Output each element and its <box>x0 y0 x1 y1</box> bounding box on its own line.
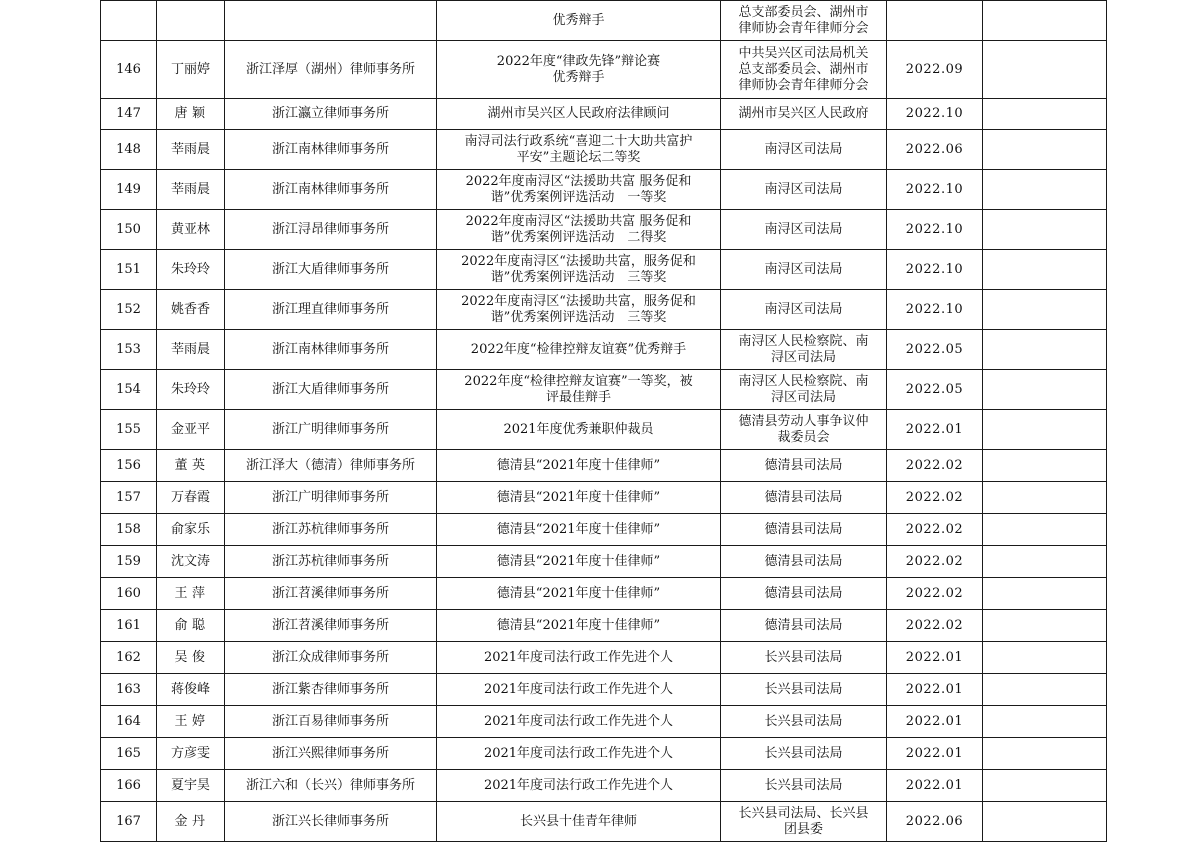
issuing-body-cell <box>721 210 887 250</box>
award-date-cell: 2022.02 <box>887 514 983 546</box>
issuing-body-cell-line: 湖州市吴兴区人民政府 <box>738 106 869 121</box>
lawyer-name-cell: 方彦雯 <box>157 738 225 770</box>
award-title-cell <box>437 642 721 674</box>
lawyer-name-cell: 金丹 <box>157 802 225 842</box>
law-firm-cell: 浙江兴长律师事务所 <box>225 802 437 842</box>
lawyer-name-cell: 夏宇昊 <box>157 770 225 802</box>
issuing-body-cell-line: 德清县司法局 <box>764 553 843 569</box>
issuing-body-cell <box>721 642 887 674</box>
issuing-body-cell-line: 团县委 <box>783 821 823 837</box>
law-firm-cell: 浙江百易律师事务所 <box>225 706 437 738</box>
award-title-cell-line: 2021年度司法行政工作先进个人 <box>483 745 674 761</box>
award-date-cell: 2022.01 <box>887 642 983 674</box>
award-title-cell-line: 德清县“2021年度十佳律师” <box>496 521 661 537</box>
table-row <box>101 802 1107 842</box>
remarks-cell <box>983 1 1107 41</box>
row-number-cell: 146 <box>101 41 157 99</box>
table-row <box>101 482 1107 514</box>
award-title-cell-line: 德清县“2021年度十佳律师” <box>496 553 661 569</box>
award-title-cell <box>437 450 721 482</box>
issuing-body-cell-line: 长兴县司法局 <box>764 745 843 761</box>
award-date-cell: 2022.10 <box>887 250 983 290</box>
remarks-cell <box>983 410 1107 450</box>
remarks-cell <box>983 578 1107 610</box>
award-title-cell-line: 2022年度南浔区“法援助共富 服务促和 <box>465 173 692 189</box>
award-title-cell-line: 长兴县十佳青年律师 <box>519 813 637 829</box>
row-number-cell: 161 <box>101 610 157 642</box>
award-title-cell-line: 2022年度“检律控辩友谊赛”优秀辩手 <box>470 341 687 357</box>
award-date-cell: 2022.02 <box>887 482 983 514</box>
remarks-cell <box>983 330 1107 370</box>
remarks-cell <box>983 210 1107 250</box>
issuing-body-cell <box>721 250 887 290</box>
table-row <box>101 370 1107 410</box>
issuing-body-cell-line: 德清县司法局 <box>764 521 843 537</box>
award-date-cell: 2022.10 <box>887 290 983 330</box>
award-title-cell <box>437 674 721 706</box>
table-row <box>101 130 1107 170</box>
issuing-body-cell <box>721 706 887 738</box>
issuing-body-cell-line: 长兴县司法局 <box>764 681 843 697</box>
remarks-cell <box>983 170 1107 210</box>
law-firm-cell: 浙江紫杏律师事务所 <box>225 674 437 706</box>
issuing-body-cell-line: 德清县劳动人事争议仲 <box>738 413 869 429</box>
table-row <box>101 99 1107 130</box>
award-title-cell-line: 2022年度“律政先锋”辩论赛 <box>496 53 661 69</box>
row-number-cell: 150 <box>101 210 157 250</box>
lawyer-name-cell: 俞聪 <box>157 610 225 642</box>
table-row <box>101 546 1107 578</box>
lawyer-name-cell: 王婷 <box>157 706 225 738</box>
lawyer-name-cell: 金亚平 <box>157 410 225 450</box>
issuing-body-cell-line: 南浔区司法局 <box>764 221 843 237</box>
award-date-cell: 2022.01 <box>887 770 983 802</box>
award-title-cell-line: 评最佳辩手 <box>545 389 611 405</box>
issuing-body-cell-line: 南浔区司法局 <box>764 261 843 277</box>
remarks-cell <box>983 738 1107 770</box>
award-title-cell <box>437 330 721 370</box>
lawyer-name-cell: 俞家乐 <box>157 514 225 546</box>
issuing-body-cell <box>721 514 887 546</box>
lawyer-name-cell: 莘雨晨 <box>157 330 225 370</box>
award-title-cell-line: 德清县“2021年度十佳律师” <box>496 489 661 505</box>
law-firm-cell: 浙江苕溪律师事务所 <box>225 610 437 642</box>
remarks-cell <box>983 546 1107 578</box>
lawyer-name-cell: 朱玲玲 <box>157 370 225 410</box>
row-number-cell: 154 <box>101 370 157 410</box>
award-title-cell <box>437 802 721 842</box>
row-number-cell: 157 <box>101 482 157 514</box>
issuing-body-cell <box>721 41 887 99</box>
law-firm-cell: 浙江苏杭律师事务所 <box>225 546 437 578</box>
remarks-cell <box>983 642 1107 674</box>
issuing-body-cell <box>721 410 887 450</box>
award-date-cell: 2022.06 <box>887 130 983 170</box>
row-number-cell: 164 <box>101 706 157 738</box>
remarks-cell <box>983 450 1107 482</box>
award-title-cell <box>437 410 721 450</box>
award-title-cell <box>437 1 721 41</box>
remarks-cell <box>983 770 1107 802</box>
award-date-cell: 2022.10 <box>887 170 983 210</box>
issuing-body-cell <box>721 482 887 514</box>
row-number-cell: 163 <box>101 674 157 706</box>
issuing-body-cell <box>721 802 887 842</box>
table-row <box>101 410 1107 450</box>
award-title-cell <box>437 738 721 770</box>
law-firm-cell: 浙江理直律师事务所 <box>225 290 437 330</box>
table-row <box>101 41 1107 99</box>
award-title-cell <box>437 250 721 290</box>
law-firm-cell: 浙江大盾律师事务所 <box>225 250 437 290</box>
table-row <box>101 706 1107 738</box>
issuing-body-cell-line: 南浔区司法局 <box>764 141 843 157</box>
award-title-cell <box>437 546 721 578</box>
law-firm-cell: 浙江苕溪律师事务所 <box>225 578 437 610</box>
row-number-cell: 162 <box>101 642 157 674</box>
row-number-cell: 155 <box>101 410 157 450</box>
remarks-cell <box>983 482 1107 514</box>
issuing-body-cell-line: 德清县司法局 <box>764 617 843 633</box>
issuing-body-cell-line: 律师协会青年律师分会 <box>738 77 869 93</box>
remarks-cell <box>983 290 1107 330</box>
issuing-body-cell-line: 南浔区人民检察院、南 <box>738 333 869 349</box>
row-number-cell: 148 <box>101 130 157 170</box>
award-title-cell-line: 南浔司法行政系统“喜迎二十大助共富护 <box>464 133 693 149</box>
row-number-cell: 159 <box>101 546 157 578</box>
law-firm-cell: 浙江兴熙律师事务所 <box>225 738 437 770</box>
issuing-body-cell-line: 德清县司法局 <box>764 585 843 601</box>
issuing-body-cell-line: 南浔区司法局 <box>764 301 843 317</box>
issuing-body-cell <box>721 738 887 770</box>
award-title-cell-line: 2021年度司法行政工作先进个人 <box>483 681 674 697</box>
award-title-cell-line: 2021年度司法行政工作先进个人 <box>483 713 674 729</box>
award-date-cell: 2022.05 <box>887 370 983 410</box>
row-number-cell: 165 <box>101 738 157 770</box>
table-row <box>101 770 1107 802</box>
issuing-body-cell-line: 长兴县司法局、长兴县 <box>738 805 869 821</box>
award-title-cell-line: 2022年度南浔区“法援助共富，服务促和 <box>461 253 696 269</box>
award-title-cell-line: 德清县“2021年度十佳律师” <box>496 617 661 633</box>
award-date-cell: 2022.01 <box>887 674 983 706</box>
issuing-body-cell <box>721 610 887 642</box>
award-title-cell-line: 2022年度南浔区“法援助共富 服务促和 <box>465 213 692 229</box>
row-number-cell: 156 <box>101 450 157 482</box>
lawyer-name-cell: 蒋俊峰 <box>157 674 225 706</box>
law-firm-cell: 浙江六和（长兴）律师事务所 <box>225 770 437 802</box>
issuing-body-cell-line: 长兴县司法局 <box>764 777 843 793</box>
remarks-cell <box>983 802 1107 842</box>
row-number-cell: 151 <box>101 250 157 290</box>
law-firm-cell: 浙江广明律师事务所 <box>225 410 437 450</box>
issuing-body-cell <box>721 1 887 41</box>
lawyer-name-cell: 朱玲玲 <box>157 250 225 290</box>
award-title-cell <box>437 210 721 250</box>
row-number-cell <box>101 1 157 41</box>
remarks-cell <box>983 250 1107 290</box>
award-title-cell-line: 谐”优秀案例评选活动 二得奖 <box>490 229 667 245</box>
award-date-cell: 2022.10 <box>887 99 983 130</box>
law-firm-cell: 浙江南林律师事务所 <box>225 130 437 170</box>
lawyer-name-cell: 莘雨晨 <box>157 170 225 210</box>
row-number-cell: 167 <box>101 802 157 842</box>
issuing-body-cell <box>721 290 887 330</box>
award-title-cell <box>437 578 721 610</box>
issuing-body-cell-line: 德清县司法局 <box>764 457 843 473</box>
table-row <box>101 578 1107 610</box>
law-firm-cell: 浙江瀛立律师事务所 <box>225 99 437 130</box>
award-title-cell <box>437 41 721 99</box>
award-title-cell-line: 优秀辩手 <box>552 12 605 28</box>
issuing-body-cell-line: 裁委员会 <box>777 429 830 445</box>
award-date-cell: 2022.09 <box>887 41 983 99</box>
row-number-cell: 160 <box>101 578 157 610</box>
law-firm-cell <box>225 1 437 41</box>
issuing-body-cell-line: 长兴县司法局 <box>764 713 843 729</box>
award-title-cell <box>437 770 721 802</box>
issuing-body-cell-line: 南浔区司法局 <box>764 181 843 197</box>
remarks-cell <box>983 99 1107 130</box>
lawyer-name-cell: 黄亚林 <box>157 210 225 250</box>
table-row <box>101 674 1107 706</box>
law-firm-cell: 浙江众成律师事务所 <box>225 642 437 674</box>
row-number-cell: 147 <box>101 99 157 130</box>
lawyer-name-cell: 王萍 <box>157 578 225 610</box>
law-firm-cell: 浙江大盾律师事务所 <box>225 370 437 410</box>
award-title-cell-line: 2021年度司法行政工作先进个人 <box>483 777 674 793</box>
row-number-cell: 152 <box>101 290 157 330</box>
law-firm-cell: 浙江南林律师事务所 <box>225 330 437 370</box>
table-row <box>101 170 1107 210</box>
lawyer-name-cell: 吴俊 <box>157 642 225 674</box>
row-number-cell: 149 <box>101 170 157 210</box>
award-date-cell: 2022.02 <box>887 578 983 610</box>
remarks-cell <box>983 706 1107 738</box>
remarks-cell <box>983 514 1107 546</box>
lawyer-name-cell: 唐颖 <box>157 99 225 130</box>
awards-table <box>100 0 1107 842</box>
lawyer-name-cell: 姚香香 <box>157 290 225 330</box>
issuing-body-cell-line: 浔区司法局 <box>770 389 836 405</box>
issuing-body-cell-line: 南浔区人民检察院、南 <box>738 373 869 389</box>
table-row <box>101 1 1107 41</box>
award-title-cell-line: 谐”优秀案例评选活动 三等奖 <box>490 309 667 325</box>
row-number-cell: 153 <box>101 330 157 370</box>
awards-table-body <box>101 1 1107 842</box>
issuing-body-cell <box>721 130 887 170</box>
remarks-cell <box>983 370 1107 410</box>
award-title-cell-line: 德清县“2021年度十佳律师” <box>496 457 661 473</box>
issuing-body-cell <box>721 450 887 482</box>
issuing-body-cell-line: 总支部委员会、湖州市 <box>738 61 869 77</box>
issuing-body-cell <box>721 370 887 410</box>
award-date-cell: 2022.01 <box>887 706 983 738</box>
award-title-cell-line: 2022年度南浔区“法援助共富，服务促和 <box>461 293 696 309</box>
lawyer-name-cell: 沈文涛 <box>157 546 225 578</box>
award-title-cell-line: 2022年度“检律控辩友谊赛”一等奖，被 <box>464 373 693 389</box>
award-title-cell-line: 谐”优秀案例评选活动 一等奖 <box>490 189 667 205</box>
award-title-cell <box>437 706 721 738</box>
award-title-cell <box>437 514 721 546</box>
award-title-cell-line: 优秀辩手 <box>552 69 605 85</box>
row-number-cell: 166 <box>101 770 157 802</box>
lawyer-name-cell: 莘雨晨 <box>157 130 225 170</box>
law-firm-cell: 浙江浔昂律师事务所 <box>225 210 437 250</box>
issuing-body-cell-line: 长兴县司法局 <box>764 649 843 665</box>
award-date-cell: 2022.06 <box>887 802 983 842</box>
issuing-body-cell <box>721 578 887 610</box>
award-title-cell <box>437 99 721 130</box>
table-row <box>101 514 1107 546</box>
remarks-cell <box>983 674 1107 706</box>
award-title-cell-line: 湖州市吴兴区人民政府法律顾问 <box>487 106 670 121</box>
award-title-cell <box>437 370 721 410</box>
award-title-cell <box>437 482 721 514</box>
law-firm-cell: 浙江泽厚（湖州）律师事务所 <box>225 41 437 99</box>
remarks-cell <box>983 130 1107 170</box>
award-date-cell: 2022.05 <box>887 330 983 370</box>
issuing-body-cell <box>721 170 887 210</box>
award-date-cell: 2022.10 <box>887 210 983 250</box>
issuing-body-cell-line: 中共吴兴区司法局机关 <box>738 45 869 61</box>
award-title-cell-line: 2021年度司法行政工作先进个人 <box>483 649 674 665</box>
award-title-cell-line: 德清县“2021年度十佳律师” <box>496 585 661 601</box>
remarks-cell <box>983 610 1107 642</box>
remarks-cell <box>983 41 1107 99</box>
lawyer-name-cell <box>157 1 225 41</box>
award-date-cell: 2022.02 <box>887 546 983 578</box>
award-date-cell: 2022.01 <box>887 738 983 770</box>
law-firm-cell: 浙江南林律师事务所 <box>225 170 437 210</box>
issuing-body-cell <box>721 674 887 706</box>
table-row <box>101 290 1107 330</box>
award-title-cell-line: 谐”优秀案例评选活动 三等奖 <box>490 269 667 285</box>
issuing-body-cell-line: 律师协会青年律师分会 <box>738 20 869 36</box>
award-date-cell <box>887 1 983 41</box>
table-row <box>101 642 1107 674</box>
table-row <box>101 450 1107 482</box>
issuing-body-cell-line: 德清县司法局 <box>764 489 843 505</box>
award-title-cell <box>437 610 721 642</box>
award-date-cell: 2022.01 <box>887 410 983 450</box>
row-number-cell: 158 <box>101 514 157 546</box>
award-title-cell <box>437 130 721 170</box>
table-row <box>101 330 1107 370</box>
table-row <box>101 210 1107 250</box>
lawyer-name-cell: 万春霞 <box>157 482 225 514</box>
lawyer-name-cell: 丁丽婷 <box>157 41 225 99</box>
issuing-body-cell <box>721 546 887 578</box>
law-firm-cell: 浙江苏杭律师事务所 <box>225 514 437 546</box>
table-row <box>101 250 1107 290</box>
award-title-cell <box>437 290 721 330</box>
award-title-cell <box>437 170 721 210</box>
award-title-cell-line: 平安”主题论坛二等奖 <box>516 149 641 165</box>
law-firm-cell: 浙江广明律师事务所 <box>225 482 437 514</box>
issuing-body-cell-line: 浔区司法局 <box>770 349 836 365</box>
award-date-cell: 2022.02 <box>887 610 983 642</box>
issuing-body-cell <box>721 99 887 130</box>
table-row <box>101 610 1107 642</box>
issuing-body-cell-line: 总支部委员会、湖州市 <box>738 4 869 20</box>
table-row <box>101 738 1107 770</box>
law-firm-cell: 浙江泽大（德清）律师事务所 <box>225 450 437 482</box>
issuing-body-cell <box>721 330 887 370</box>
award-title-cell-line: 2021年度优秀兼职仲裁员 <box>503 421 654 437</box>
award-date-cell: 2022.02 <box>887 450 983 482</box>
lawyer-name-cell: 董英 <box>157 450 225 482</box>
issuing-body-cell <box>721 770 887 802</box>
